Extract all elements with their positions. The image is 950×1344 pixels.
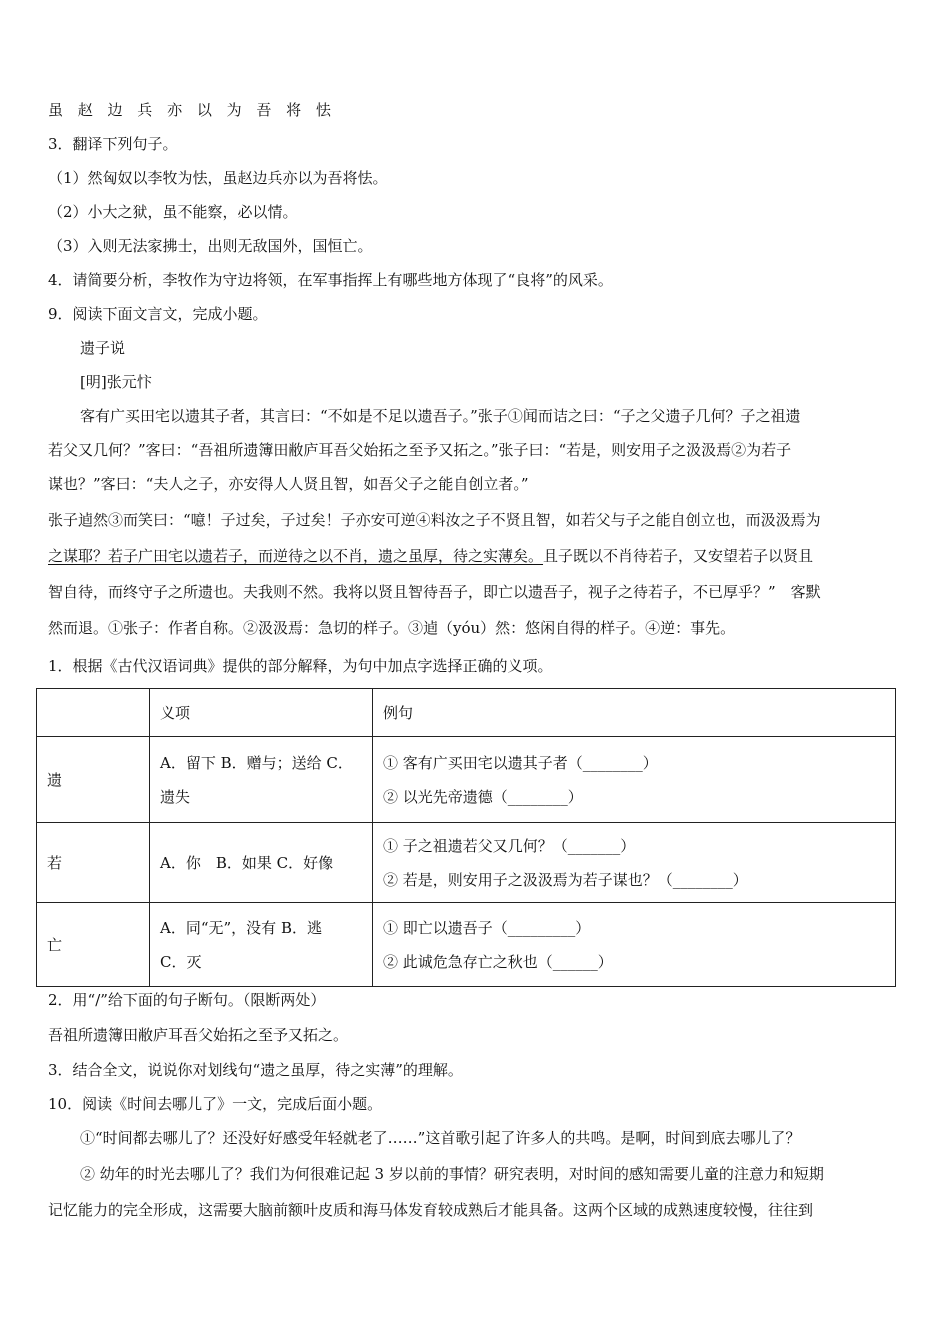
meaning-line-1: A．留下 B．赠与；送给 C． [160, 753, 353, 772]
article-p2-line-1: ② 幼年的时光去哪儿了？我们为何很难记起 3 岁以前的事情？研究表明，对时间的感知需要儿童的注意力和短期 [80, 1165, 824, 1183]
example-1: ① 客有广买田宅以遗其子者（________） [383, 753, 658, 772]
table-examples [373, 737, 896, 823]
question-2: 2．用“/”给下面的句子断句。（限断两处） [48, 991, 326, 1009]
question-3-heading: 3．翻译下列句子。 [48, 135, 178, 153]
table-word: 遗 [37, 737, 150, 823]
table-header-meaning: 义项 [150, 689, 373, 737]
table-header-row [37, 689, 896, 737]
sentence-2: （2）小大之狱，虽不能察，必以情。 [48, 203, 298, 221]
table-meaning [150, 903, 373, 987]
passage-p2-line-4-notes: 然而退。①张子：作者自称。②汲汲焉：急切的样子。③逌（yóu）然：悠闲自得的样子。④逆：事先。 [48, 619, 736, 637]
example-2: ② 此诚危急存亡之秋也（______） [383, 952, 613, 971]
question-1-text: 1．根据《古代汉语词典》提供的部分解释，为句中加点字选择正确的义项。 [48, 657, 553, 675]
table-examples [373, 903, 896, 987]
table-header-example: 例句 [373, 689, 896, 737]
table-row [37, 737, 896, 823]
article-p1: ①“时间都去哪儿了？还没好好感受年轻就老了……”这首歌引起了许多人的共鸣。是啊，时间到底去哪儿了？ [80, 1129, 801, 1147]
table-meaning [150, 823, 373, 903]
passage-author: [明]张元忭 [80, 373, 152, 391]
passage-p2-line-2-rest: 且子既以不肖待若子，又安望若子以贤且 [543, 547, 814, 565]
example-2: ② 以光先帝遗德（________） [383, 787, 583, 806]
sentence-3: （3）入则无法家拂士，出则无敌国外，国恒亡。 [48, 237, 373, 255]
question-9-heading: 9．阅读下面文言文，完成小题。 [48, 305, 268, 323]
table-meaning [150, 737, 373, 823]
meaning-line-1: A．同“无”，没有 B．逃 [160, 918, 322, 937]
passage-p1-line-3: 谋也？”客曰：“夫人之子，亦安得人人贤且智，如吾父子之能自创立者。” [48, 475, 529, 493]
question-2-sentence: 吾祖所遗簿田敝庐耳吾父始拓之至予又拓之。 [48, 1026, 349, 1044]
meaning-table [36, 688, 896, 987]
example-1: ① 子之祖遗若父又几何？（_______） [383, 836, 636, 855]
table-row [37, 823, 896, 903]
passage-title: 遗子说 [80, 339, 126, 357]
sentence-1: （1）然匈奴以李牧为怯，虽赵边兵亦以为吾将怯。 [48, 169, 388, 187]
table-word: 亡 [37, 903, 150, 987]
passage-p1-line-2: 若父又几何？”客曰：“吾祖所遗簿田敝庐耳吾父始拓之至予又拓之。”张子曰：“若是，则安用子之汲汲焉②为若子 [48, 441, 792, 459]
passage-p2-line-2 [48, 546, 813, 566]
example-1: ① 即亡以遗吾子（_________） [383, 918, 591, 937]
question-4: 4．请简要分析，李牧作为守边将领，在军事指挥上有哪些地方体现了“良将”的风采。 [48, 271, 613, 289]
table-row [37, 903, 896, 987]
question-3: 3．结合全文，说说你对划线句“遗之虽厚，待之实薄”的理解。 [48, 1061, 463, 1079]
question-10-heading: 10．阅读《时间去哪儿了》一文，完成后面小题。 [48, 1095, 383, 1113]
article-p2-line-2: 记忆能力的完全形成，这需要大脑前额叶皮质和海马体发育较成熟后才能具备。这两个区域的成熟速度较慢，往往到 [48, 1201, 814, 1219]
meaning-line-1: A．你 B．如果 C．好像 [160, 853, 334, 872]
passage-p1-line-1: 客有广买田宅以遗其子者，其言曰：“不如是不足以遗吾子。”张子①闻而诘之曰：“子之父遗子几何？子之祖遗 [80, 407, 801, 425]
table-word: 若 [37, 823, 150, 903]
example-2: ② 若是，则安用子之汲汲焉为若子谋也？（________） [383, 870, 748, 889]
table-header-empty [37, 689, 150, 737]
passage-p2-line-1: 张子逌然③而笑曰：“噫！子过矣，子过矣！子亦安可逆④料汝之子不贤且智，如若父与子之能自创立也，而汲汲焉为 [48, 511, 821, 529]
meaning-line-2: C．灭 [160, 952, 202, 971]
line-top-0: 虽 赵 边 兵 亦 以 为 吾 将 怯 [48, 101, 336, 119]
table-examples [373, 823, 896, 903]
meaning-line-2: 遗失 [160, 787, 191, 806]
underlined-sentence: 之谋耶？若子广田宅以遗若子，而逆待之以不肖，遗之虽厚，待之实薄矣。 [48, 547, 544, 565]
passage-p2-line-3: 智自待，而终守子之所遗也。夫我则不然。我将以贤且智待吾子，即亡以遗吾子，视子之待若子，不已厚乎？” 客默 [48, 583, 821, 601]
